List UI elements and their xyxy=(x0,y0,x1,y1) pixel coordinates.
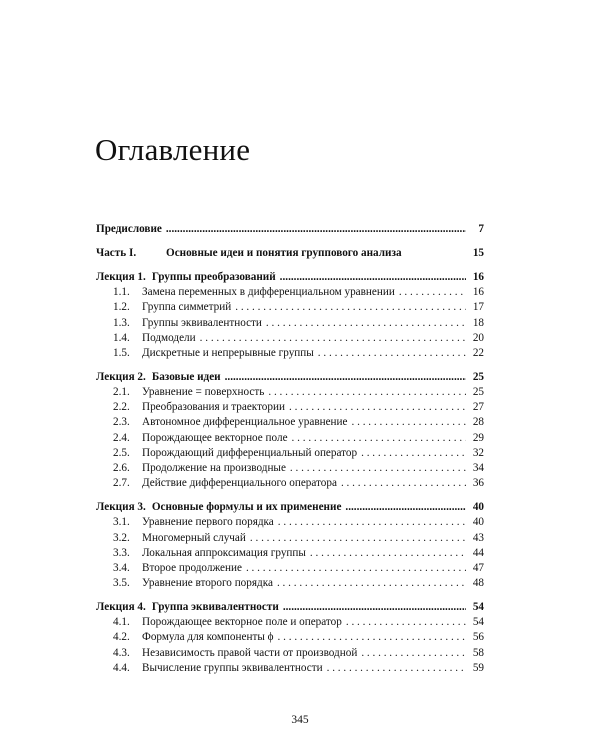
toc-section-number: 2.1. xyxy=(113,386,130,399)
toc-page-number: 25 xyxy=(472,386,484,399)
toc-entry-title: Преобразования и траектории xyxy=(142,401,285,414)
toc-section-number: 4.2. xyxy=(113,631,130,644)
toc-entry-section[interactable] xyxy=(96,561,484,576)
toc-entry-title: Независимость правой части от производной xyxy=(142,646,358,659)
dot-leader xyxy=(283,600,466,615)
toc-entry-title: Продолжение на производные xyxy=(142,462,286,475)
dot-leader xyxy=(346,615,466,630)
toc-entry-title: Группа симметрий xyxy=(142,301,232,314)
toc-section-number: 1.1. xyxy=(113,286,130,299)
toc-entry-section[interactable] xyxy=(96,346,484,361)
dot-leader xyxy=(166,222,466,237)
toc-page-number: 29 xyxy=(472,431,484,444)
toc-section-number: 1.2. xyxy=(113,301,130,314)
toc-page-number: 28 xyxy=(472,416,484,429)
toc-section-number: 1.4. xyxy=(113,331,130,344)
toc-entry-title: Предисловие xyxy=(96,223,162,235)
toc-section-number: 3.1. xyxy=(113,516,130,529)
toc-section-number: 2.7. xyxy=(113,477,130,490)
toc-entry-title: Второе продолжение xyxy=(142,561,242,574)
dot-leader xyxy=(278,515,466,530)
dot-leader xyxy=(277,576,466,591)
toc-page-number: 27 xyxy=(472,401,484,414)
toc-lecture-label: Лекция 1. xyxy=(96,270,146,283)
toc-entry-title: Порождающее векторное поле и оператор xyxy=(142,616,342,629)
toc-entry-lecture[interactable] xyxy=(96,270,484,285)
toc-page-number: 40 xyxy=(472,516,484,529)
toc-section-number: 3.4. xyxy=(113,561,130,574)
page-number: 345 xyxy=(291,714,309,726)
toc-entry-title: Порождающий дифференциальный оператор xyxy=(142,446,358,459)
toc-section-number: 2.5. xyxy=(113,446,130,459)
toc-entry-title: Уравнение = поверхность xyxy=(142,386,265,399)
toc-entry-section[interactable] xyxy=(96,300,484,315)
toc-page-number: 16 xyxy=(472,286,484,299)
dot-leader xyxy=(268,385,466,400)
dot-leader xyxy=(278,630,466,645)
toc-page-number: 43 xyxy=(472,531,484,544)
toc-entry-title: Многомерный случай xyxy=(142,531,246,544)
toc-part-label: Часть I. xyxy=(96,246,137,259)
toc-entry-title: Действие дифференциального оператора xyxy=(142,477,337,490)
toc-lecture-label: Лекция 4. xyxy=(96,601,146,614)
toc-section-number: 3.5. xyxy=(113,577,130,590)
toc-entry-title: Порождающее векторное поле xyxy=(142,431,288,444)
toc-entry-title: Базовые идеи xyxy=(151,370,221,383)
toc-entry-title: Подмодели xyxy=(142,331,196,344)
toc-section-number: 2.4. xyxy=(113,431,130,444)
toc-page-number: 22 xyxy=(472,346,484,359)
toc-section-number: 4.4. xyxy=(113,661,130,674)
toc-entry-section[interactable] xyxy=(96,576,484,591)
toc-page-number: 44 xyxy=(472,546,484,559)
toc-section-number: 4.1. xyxy=(113,616,130,629)
dot-leader xyxy=(200,331,466,346)
table-of-contents xyxy=(96,222,484,676)
toc-page-number: 47 xyxy=(472,561,484,574)
dot-leader xyxy=(225,370,466,385)
dot-leader xyxy=(361,446,466,461)
toc-page-number: 16 xyxy=(472,270,484,283)
toc-entry-title: Локальная аппроксимация группы xyxy=(142,546,306,559)
toc-entry-section[interactable] xyxy=(96,400,484,415)
toc-entry-lecture[interactable] xyxy=(96,370,484,385)
dot-leader xyxy=(250,531,466,546)
toc-page-number: 54 xyxy=(472,601,484,614)
toc-entry-section[interactable] xyxy=(96,285,484,300)
toc-entry-title: Замена переменных в дифференциальном уравнении xyxy=(142,286,395,299)
toc-page-number: 40 xyxy=(472,501,484,514)
dot-leader xyxy=(352,415,467,430)
toc-entry-section[interactable] xyxy=(96,331,484,346)
toc-section-number: 1.3. xyxy=(113,316,130,329)
toc-page-number: 7 xyxy=(478,223,484,235)
dot-leader xyxy=(290,461,466,476)
toc-entry-title: Уравнение первого порядка xyxy=(142,516,274,529)
dot-leader xyxy=(327,661,466,676)
dot-leader xyxy=(289,400,466,415)
toc-entry-section[interactable] xyxy=(96,316,484,331)
dot-leader xyxy=(345,500,466,515)
toc-page-number: 34 xyxy=(472,462,484,475)
toc-entry-part[interactable] xyxy=(96,246,484,261)
toc-entry-section[interactable] xyxy=(96,515,484,530)
toc-entry-section[interactable] xyxy=(96,385,484,400)
toc-entry-title: Автономное дифференциальное уравнение xyxy=(142,416,348,429)
toc-entry-title: Группы эквивалентности xyxy=(142,316,262,329)
toc-entry-section[interactable] xyxy=(96,431,484,446)
toc-section-number: 2.3. xyxy=(113,416,130,429)
toc-entry-section[interactable] xyxy=(96,546,484,561)
toc-entry-title: Основные формулы и их применение xyxy=(151,501,342,514)
toc-page-number: 32 xyxy=(472,446,484,459)
dot-leader xyxy=(399,285,466,300)
toc-entry-section[interactable] xyxy=(96,661,484,676)
toc-page-number: 54 xyxy=(472,616,484,629)
toc-page-number: 25 xyxy=(472,370,484,383)
toc-entry-preface[interactable] xyxy=(96,222,484,237)
toc-entry-title: Основные идеи и понятия группового анализа xyxy=(166,246,402,259)
toc-entry-lecture[interactable] xyxy=(96,500,484,515)
toc-section-number: 1.5. xyxy=(113,346,130,359)
toc-entry-section[interactable] xyxy=(96,615,484,630)
toc-entry-section[interactable] xyxy=(96,415,484,430)
toc-lecture-label: Лекция 2. xyxy=(96,370,146,383)
toc-page-number: 48 xyxy=(472,577,484,590)
toc-entry-title: Уравнение второго порядка xyxy=(142,577,273,590)
toc-page-number: 56 xyxy=(472,631,484,644)
dot-leader xyxy=(246,561,466,576)
toc-page-number: 20 xyxy=(472,331,484,344)
toc-entry-section[interactable] xyxy=(96,476,484,491)
toc-entry-title: Вычисление группы эквивалентности xyxy=(142,661,323,674)
toc-entry-section[interactable] xyxy=(96,630,484,645)
toc-section-number: 2.6. xyxy=(113,462,130,475)
toc-page-number: 59 xyxy=(472,661,484,674)
dot-leader xyxy=(266,316,466,331)
dot-leader xyxy=(292,431,466,446)
toc-entry-section[interactable] xyxy=(96,646,484,661)
dot-leader xyxy=(318,346,466,361)
toc-section-number: 3.2. xyxy=(113,531,130,544)
toc-page-number: 36 xyxy=(472,477,484,490)
toc-entry-section[interactable] xyxy=(96,461,484,476)
toc-section-number: 2.2. xyxy=(113,401,130,414)
toc-entry-lecture[interactable] xyxy=(96,600,484,615)
dot-leader xyxy=(310,546,466,561)
toc-page-number: 18 xyxy=(472,316,484,329)
dot-leader xyxy=(280,270,466,285)
toc-lecture-label: Лекция 3. xyxy=(96,501,146,514)
page-title: Оглавление xyxy=(95,132,251,167)
toc-page-number: 15 xyxy=(472,246,484,259)
toc-entry-title: Группа эквивалентности xyxy=(151,601,279,614)
toc-entry-title: Дискретные и непрерывные группы xyxy=(142,346,314,359)
toc-entry-title: Группы преобразований xyxy=(151,270,276,283)
toc-section-number: 4.3. xyxy=(113,646,130,659)
dot-leader xyxy=(361,646,466,661)
toc-section-number: 3.3. xyxy=(113,546,130,559)
dot-leader xyxy=(341,476,466,491)
toc-page-number: 17 xyxy=(472,301,484,314)
toc-entry-section[interactable] xyxy=(96,531,484,546)
toc-entry-section[interactable] xyxy=(96,446,484,461)
toc-entry-title: Формула для компоненты ϕ xyxy=(142,631,274,644)
toc-page-number: 58 xyxy=(472,646,484,659)
dot-leader xyxy=(235,300,466,315)
